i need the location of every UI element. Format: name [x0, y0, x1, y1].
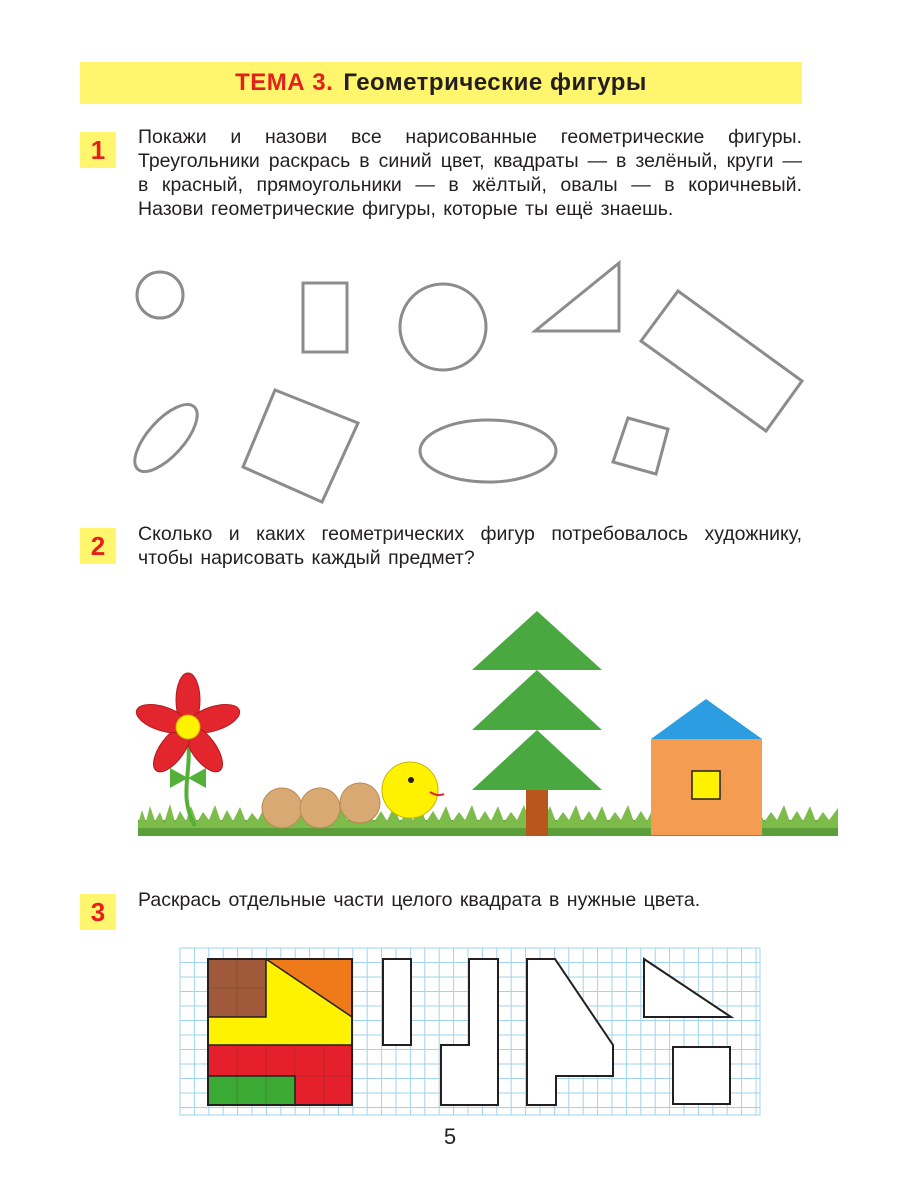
topic-title: Геометрические фигуры: [343, 69, 647, 96]
part-green: [208, 1076, 295, 1105]
outline-square: [673, 1047, 730, 1104]
task-3-number: 3: [80, 894, 116, 930]
task-2-text: Сколько и каких геометрических фигур потребовалось художнику, чтобы нарисовать каждый предмет?: [138, 523, 802, 569]
page-number: 5: [443, 1124, 457, 1149]
task-2-number: 2: [80, 528, 116, 564]
colored-square: [208, 959, 352, 1105]
task-3-text: Раскрась отдельные части целого квадрата в нужные цвета.: [138, 889, 701, 911]
outline-vertical-bar: [383, 959, 411, 1045]
task-1-number: 1: [80, 132, 116, 168]
topic-number: ТЕМА 3.: [235, 69, 334, 96]
task-1-text: Покажи и назови все нарисованные геометрические фигуры. Треугольники раскрась в синий цвет, квадраты — в зелёный, круги — в красный, прямоугольники — в жёлтый, овалы — в коричневый. Назови геометрические фигуры, которые ты ещё знаешь.: [138, 126, 802, 220]
